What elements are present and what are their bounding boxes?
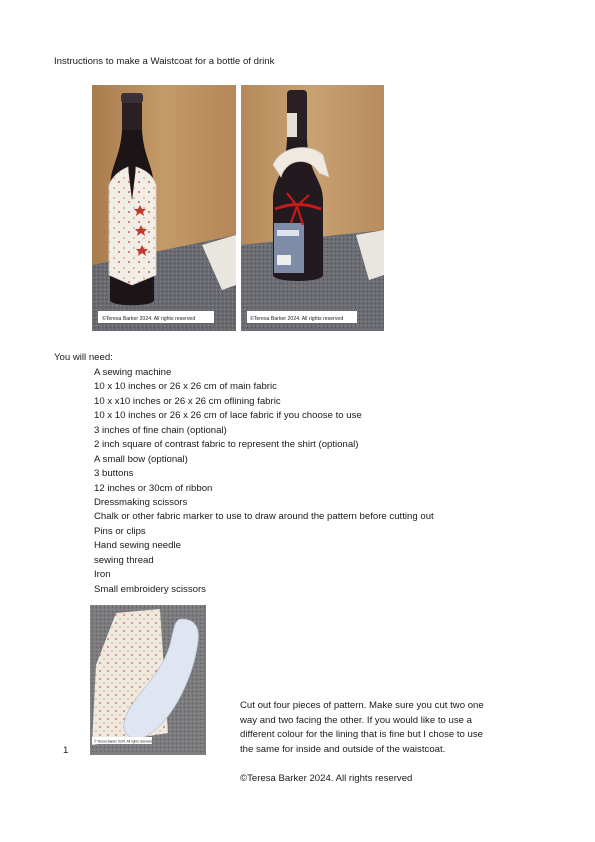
step-1-line: different colour for the lining that is fine but I chose to use — [240, 729, 484, 740]
list-item: Iron — [94, 569, 111, 581]
photo-waistcoat-front — [92, 85, 236, 331]
list-item: 12 inches or 30cm of ribbon — [94, 482, 213, 494]
list-item: A small bow (optional) — [94, 453, 188, 465]
list-item: 10 x x10 inches or 26 x 26 cm oflining fabric — [94, 395, 281, 407]
list-item: A sewing machine — [94, 367, 172, 378]
photo-waistcoat-back — [241, 85, 384, 331]
step-1-line: the same for inside and outside of the waistcoat. — [240, 743, 446, 755]
materials-heading: You will need: — [54, 352, 113, 363]
list-item: Small embroidery scissors — [94, 583, 206, 595]
photo-pattern-pieces-image — [90, 605, 206, 755]
list-item: Dressmaking scissors — [94, 496, 188, 508]
list-item: 3 buttons — [94, 468, 134, 480]
photo3-caption: © Teresa Barker 2024. All rights reserved — [94, 739, 153, 744]
photo-waistcoat-back-image — [241, 85, 384, 331]
step-1-line: way and two facing the other. If you would like to use a — [240, 714, 472, 726]
document-title: Instructions to make a Waistcoat for a bottle of drink — [54, 56, 275, 67]
materials-list — [94, 366, 434, 597]
page-number: 1 — [63, 745, 69, 756]
copyright-notice: ©Teresa Barker 2024. All rights reserved — [240, 773, 413, 784]
photo-pattern-pieces — [90, 605, 206, 755]
photo1-caption: ©Teresa Barker 2024. All rights reserved — [102, 316, 196, 322]
photo2-caption: ©Teresa Barker 2024. All rights reserved — [250, 316, 344, 322]
photo-waistcoat-front-image — [92, 85, 236, 331]
list-item: Pins or clips — [94, 525, 146, 537]
list-item: 3 inches of fine chain (optional) — [94, 424, 227, 436]
list-item: 10 x 10 inches or 26 x 26 cm of lace fabric if you choose to use — [94, 410, 362, 422]
list-item: 10 x 10 inches or 26 x 26 cm of main fabric — [94, 381, 277, 393]
list-item: Chalk or other fabric marker to use to draw around the pattern before cutting out — [94, 511, 434, 523]
step-1-text — [240, 699, 520, 757]
list-item: Hand sewing needle — [94, 540, 181, 552]
list-item: 2 inch square of contrast fabric to represent the shirt (optional) — [94, 439, 359, 451]
step-1-line: Cut out four pieces of pattern. Make sure you cut two one — [240, 700, 484, 711]
list-item: sewing thread — [94, 554, 154, 566]
